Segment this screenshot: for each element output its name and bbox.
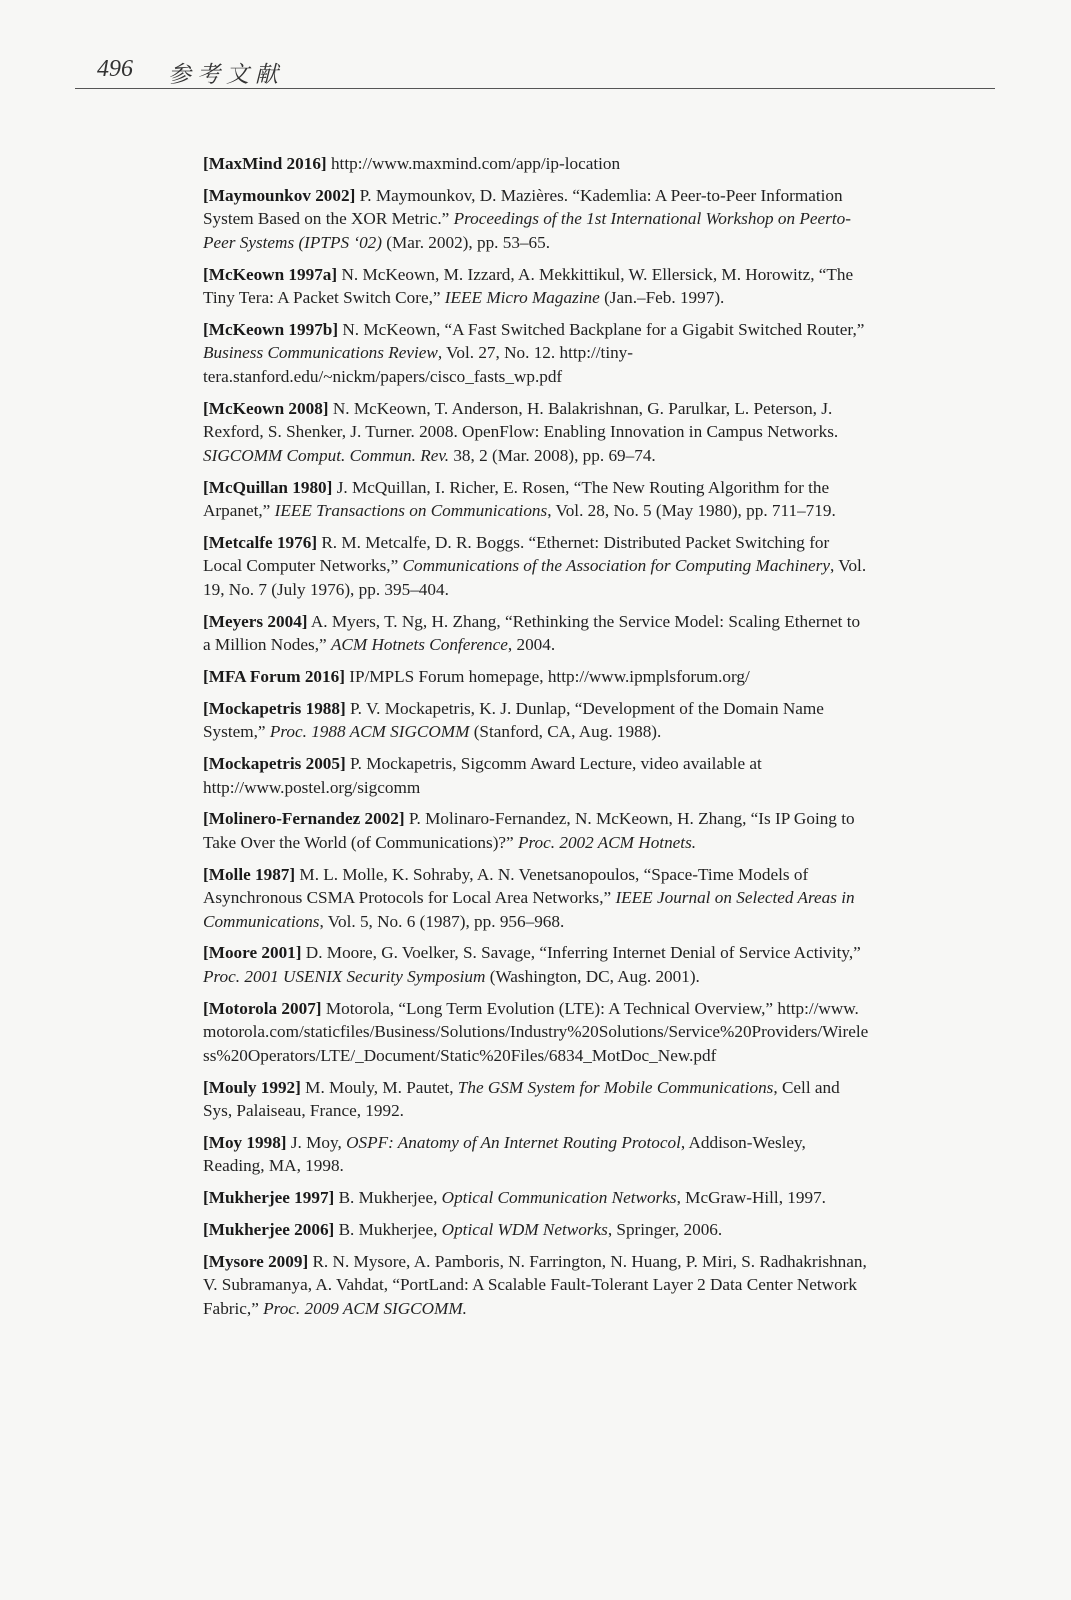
reference-text: (Washington, DC, Aug. 2001). (485, 967, 700, 987)
reference-venue: ACM Hotnets Conference (330, 635, 508, 655)
reference-text: M. L. Molle, K. Sohraby, A. N. Venetsanopoulos, “Space-Time Models of Asynchronous CSMA Protocols for Local Area Networks,” (203, 864, 809, 908)
reference-entry (203, 610, 871, 657)
reference-text: P. Maymounkov, D. Mazières. “Kademlia: A Peer-to-Peer Information System Based on the XOR Metric.” (203, 185, 843, 229)
reference-key: [Meyers 2004] (203, 611, 308, 631)
reference-text: , Vol. 27, No. 12. http://tiny-tera.stanford.edu/~nickm/papers/cisco_fasts_wp.pdf (203, 343, 634, 387)
reference-text: , Cell and Sys, Palaiseau, France, 1992. (203, 1077, 840, 1121)
reference-text: (Jan.–Feb. 1997). (599, 288, 725, 308)
reference-key: [Moore 2001] (203, 943, 302, 963)
reference-list (203, 152, 871, 1328)
reference-text: http://www.maxmind.com/app/ip-location (326, 154, 621, 173)
reference-entry (203, 476, 871, 523)
reference-key: [Mockapetris 2005] (203, 754, 346, 773)
reference-entry (203, 807, 871, 854)
reference-text: , Vol. 5, No. 6 (1987), pp. 956–968. (319, 911, 565, 931)
reference-text: 38, 2 (Mar. 2008), pp. 69–74. (449, 445, 656, 465)
reference-text: M. Mouly, M. Pautet, (300, 1077, 458, 1097)
reference-entry (203, 1131, 871, 1178)
reference-text: , Addison-Wesley, Reading, MA, 1998. (203, 1132, 806, 1176)
reference-entry (203, 263, 871, 310)
reference-venue: Business Communications Review (203, 343, 438, 363)
reference-entry (203, 752, 871, 799)
reference-text: P. Mockapetris, Sigcomm Award Lecture, video available at http://www.postel.org/sigcomm (203, 754, 762, 797)
reference-text: , Springer, 2006. (607, 1219, 723, 1239)
reference-entry (203, 397, 871, 468)
reference-entry (203, 665, 871, 689)
reference-text: (Mar. 2002), pp. 53–65. (381, 232, 551, 252)
reference-entry (203, 863, 871, 934)
reference-venue: Optical Communication Networks (441, 1188, 677, 1208)
reference-venue: Proceedings of the 1st International Workshop on Peerto-Peer Systems (IPTPS ‘02) (203, 209, 851, 252)
reference-text: , McGraw-Hill, 1997. (676, 1188, 826, 1208)
reference-key: [McKeown 2008] (203, 398, 329, 418)
reference-text: P. Molinaro-Fernandez, N. McKeown, H. Zhang, “Is IP Going to Take Over the World (of Communications)?” (203, 809, 855, 852)
reference-text: D. Moore, G. Voelker, S. Savage, “Inferring Internet Denial of Service Activity,” (301, 943, 861, 963)
reference-venue: Proc. 2009 ACM SIGCOMM. (263, 1298, 467, 1318)
reference-venue: IEEE Transactions on Communications (274, 501, 548, 521)
reference-key: [MFA Forum 2016] (203, 667, 345, 687)
reference-text: A. Myers, T. Ng, H. Zhang, “Rethinking the Service Model: Scaling Ethernet to a Million Nodes,” (203, 611, 861, 655)
reference-text: J. Moy, (286, 1132, 347, 1152)
reference-key: [McKeown 1997a] (203, 264, 338, 284)
reference-text: R. M. Metcalfe, D. R. Boggs. “Ethernet: Distributed Packet Switching for Local Computer Networks,” (203, 532, 830, 576)
reference-key: [Mukherjee 1997] (203, 1188, 335, 1208)
reference-entry (203, 1076, 871, 1123)
reference-venue: Optical WDM Networks (441, 1219, 608, 1239)
reference-venue: Proc. 2001 USENIX Security Symposium (203, 967, 486, 987)
reference-text: N. McKeown, T. Anderson, H. Balakrishnan, G. Parulkar, L. Peterson, J. Rexford, S. Shenker, J. Turner. 2008. OpenFlow: Enabling Innovation in Campus Networks. (203, 398, 839, 442)
reference-key: [Maymounkov 2002] (203, 185, 356, 205)
reference-entry (203, 1218, 871, 1242)
reference-key: [Mysore 2009] (203, 1251, 309, 1271)
section-title: 参考文献 (168, 62, 284, 87)
reference-text: , Vol. 19, No. 7 (July 1976), pp. 395–404. (203, 556, 867, 600)
page-number: 496 (97, 56, 133, 82)
reference-entry (203, 531, 871, 602)
reference-venue: The GSM System for Mobile Communications (457, 1077, 774, 1097)
reference-key: [MaxMind 2016] (203, 154, 327, 173)
reference-key: [McKeown 1997b] (203, 319, 339, 339)
reference-text: , Vol. 28, No. 5 (May 1980), pp. 711–719. (547, 501, 836, 521)
reference-key: [Metcalfe 1976] (203, 532, 318, 552)
reference-key: [Molinero-Fernandez 2002] (203, 809, 405, 829)
reference-key: [Molle 1987] (203, 864, 296, 884)
reference-key: [Moy 1998] (203, 1132, 287, 1152)
page-header (75, 52, 995, 89)
reference-venue: Proc. 2002 ACM Hotnets. (517, 832, 697, 852)
reference-text: P. V. Mockapetris, K. J. Dunlap, “Development of the Domain Name System,” (203, 698, 824, 742)
reference-text: N. McKeown, M. Izzard, A. Mekkittikul, W. Ellersick, M. Horowitz, “The Tiny Tera: A Packet Switch Core,” (203, 264, 854, 308)
reference-venue: OSPF: Anatomy of An Internet Routing Protocol (346, 1132, 681, 1152)
reference-entry (203, 184, 871, 255)
reference-text: R. N. Mysore, A. Pamboris, N. Farrington, N. Huang, P. Miri, S. Radhakrishnan, V. Subramanya, A. Vahdat, “PortLand: A Scalable Fault-Tolerant Layer 2 Data Center Network Fabric,” (203, 1251, 867, 1318)
reference-key: [Motorola 2007] (203, 998, 322, 1018)
reference-key: [McQuillan 1980] (203, 477, 333, 497)
reference-key: [Mouly 1992] (203, 1077, 301, 1097)
reference-entry (203, 1186, 871, 1210)
reference-text: (Stanford, CA, Aug. 1988). (469, 722, 662, 742)
reference-text: N. McKeown, “A Fast Switched Backplane for a Gigabit Switched Router,” (338, 319, 865, 339)
reference-text: J. McQuillan, I. Richer, E. Rosen, “The New Routing Algorithm for the Arpanet,” (203, 477, 830, 521)
reference-key: [Mockapetris 1988] (203, 698, 346, 718)
reference-venue: SIGCOMM Comput. Commun. Rev. (203, 445, 450, 465)
reference-text: IP/MPLS Forum homepage, http://www.ipmplsforum.org/ (344, 667, 750, 687)
reference-venue: IEEE Journal on Selected Areas in Communications (203, 888, 855, 931)
reference-key: [Mukherjee 2006] (203, 1219, 335, 1239)
reference-entry (203, 318, 871, 389)
reference-entry (203, 152, 871, 176)
reference-venue: Proc. 1988 ACM SIGCOMM (269, 722, 470, 742)
reference-text: B. Mukherjee, (334, 1188, 442, 1208)
reference-entry (203, 697, 871, 744)
reference-text: , 2004. (507, 635, 556, 655)
reference-entry (203, 997, 871, 1068)
reference-venue: Communications of the Association for Computing Machinery (402, 556, 830, 576)
reference-entry (203, 1250, 871, 1321)
reference-venue: IEEE Micro Magazine (444, 288, 600, 308)
reference-text: Motorola, “Long Term Evolution (LTE): A Technical Overview,” http://www.motorola.com/staticfiles/Business/Solutions/Industry%20Solutions/Service%20Providers/Wireless%20Operators/LTE/_Document/Static%20Files/6834_MotDoc_New.pdf (203, 998, 869, 1065)
reference-entry (203, 941, 871, 988)
reference-text: B. Mukherjee, (334, 1219, 442, 1239)
